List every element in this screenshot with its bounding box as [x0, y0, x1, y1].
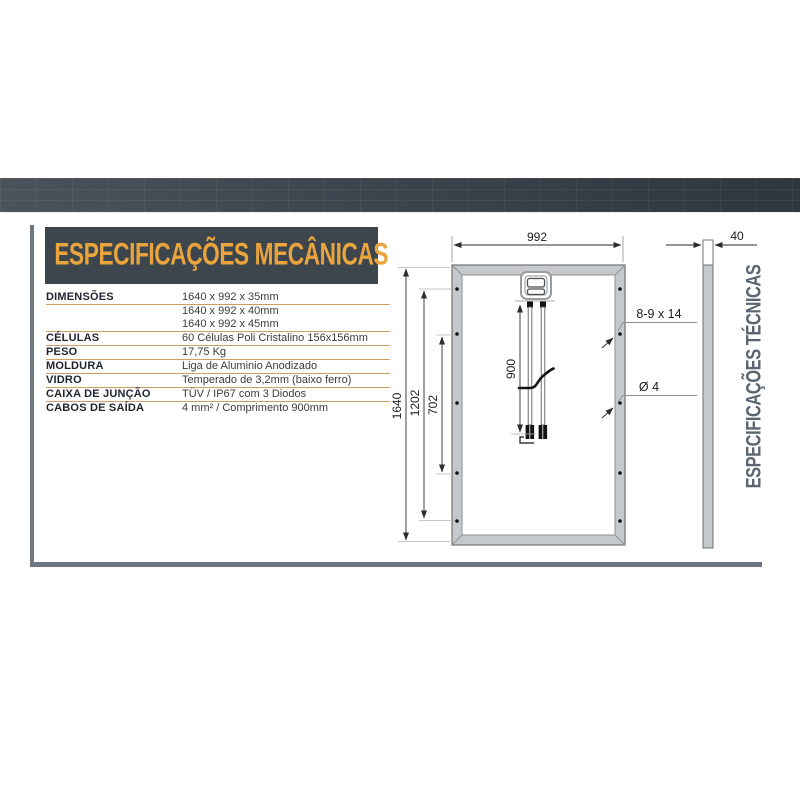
- row-value: Temperado de 3,2mm (baixo ferro): [182, 374, 352, 386]
- table-row: [46, 374, 390, 388]
- row-value: 17,75 Kg: [182, 346, 227, 358]
- slot-label: 8-9 x 14: [636, 307, 682, 321]
- dim-label-900: 900: [504, 358, 518, 380]
- row-value: 4 mm² / Comprimento 900mm: [182, 402, 329, 414]
- vertical-title-text: ESPECIFICAÇÕES TÉCNICAS: [741, 265, 766, 489]
- dim-label-992: 992: [526, 230, 548, 244]
- table-row: [46, 305, 390, 318]
- hole-label: Ø 4: [638, 380, 660, 394]
- panel-rear-view: [452, 265, 625, 545]
- row-label: PESO: [46, 346, 78, 358]
- table-row: [46, 318, 390, 332]
- dim-label-40: 40: [730, 229, 744, 243]
- row-value: 60 Células Poli Cristalino 156x156mm: [182, 332, 368, 344]
- dim-label-1202: 1202: [408, 389, 422, 417]
- content-bottom-border: [30, 562, 762, 567]
- row-label: VIDRO: [46, 374, 82, 386]
- vertical-section-title: [739, 265, 769, 489]
- table-row: [46, 388, 390, 402]
- row-value: TÜV / IP67 com 3 Diodos: [182, 388, 307, 400]
- row-label: DIMENSÕES: [46, 291, 114, 303]
- row-value: 1640 x 992 x 45mm: [182, 318, 279, 330]
- content-left-border: [30, 225, 34, 563]
- row-label: CAIXA DE JUNÇÃO: [46, 388, 151, 400]
- table-row: [46, 346, 390, 360]
- table-row: [46, 360, 390, 374]
- technical-drawing: [385, 220, 780, 560]
- page-title: ESPECIFICAÇÕES MECÂNICAS: [54, 237, 389, 273]
- dim-label-1640: 1640: [390, 392, 404, 420]
- row-value: 1640 x 992 x 35mm: [182, 291, 279, 303]
- dim-label-702: 702: [426, 394, 440, 416]
- table-row: [46, 402, 390, 415]
- dim-702: [426, 335, 455, 474]
- row-value: 1640 x 992 x 40mm: [182, 305, 279, 317]
- row-label: CÉLULAS: [46, 332, 100, 344]
- row-label: MOLDURA: [46, 360, 104, 372]
- table-row: [46, 332, 390, 346]
- spec-table: [46, 291, 390, 415]
- row-label: CABOS DE SAÍDA: [46, 402, 145, 414]
- row-value: Liga de Aluminio Anodizado: [182, 360, 318, 372]
- section-title-box: [45, 227, 389, 284]
- dim-width-992: [452, 230, 623, 262]
- solar-panel-banner: [0, 178, 800, 213]
- table-row: [46, 291, 390, 305]
